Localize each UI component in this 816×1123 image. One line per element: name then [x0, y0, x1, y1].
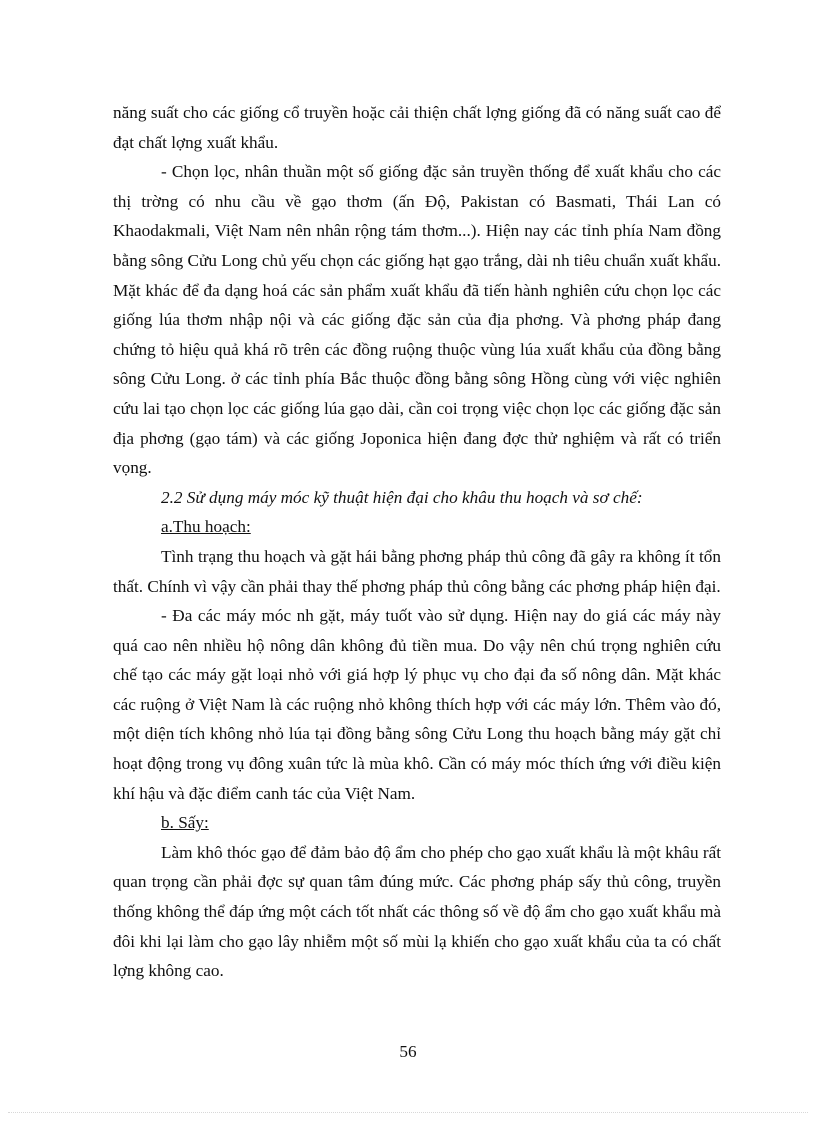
page-bottom-border	[8, 1112, 808, 1113]
paragraph-aromatic-varieties: - Chọn lọc, nhân thuần một số giống đặc sản truyền thống để xuất khẩu cho các thị trờng có nhu cầu về gạo thơm (ấn Độ, Pakistan có Basmati, Thái Lan có Khaodakmali, Việt Nam nên nhân rộng tám thơm...). Hiện nay các tỉnh phía Nam đồng bằng sông Cửu Long chủ yếu chọn các giống hạt gạo trắng, dài nh tiêu chuẩn xuất khẩu. Mặt khác để đa dạng hoá các sản phẩm xuất khẩu đã tiến hành nghiên cứu chọn lọc các giống lúa thơm nhập nội và các giống đặc sản của địa phơng. Và phơng pháp đang chứng tỏ hiệu quả khá rõ trên các đồng ruộng thuộc vùng lúa xuất khẩu của đồng bằng sông Cửu Long. ở các tỉnh phía Bắc thuộc đồng bằng sông Hồng cùng với việc nghiên cứu lai tạo chọn lọc các giống lúa gạo dài, cần coi trọng việc chọn lọc các giống đặc sản địa phơng (gạo tám) và các giống Joponica hiện đang đợc thử nghiệm và rất có triển vọng.	[113, 162, 721, 478]
paragraph-harvest-status: Tình trạng thu hoạch và gặt hái bằng phơng pháp thủ công đã gây ra không ít tổn thất. Chính vì vậy cần phải thay thế phơng pháp thủ công bằng các phơng pháp hiện đại.	[113, 546, 721, 596]
page-number: 56	[399, 1042, 417, 1061]
paragraph-machinery: - Đa các máy móc nh gặt, máy tuốt vào sử dụng. Hiện nay do giá các máy này quá cao nên nhiều hộ nông dân không đủ tiền mua. Do vậy nên chú trọng nghiên cứu chế tạo các máy gặt loại nhỏ với giá hợp lý phục vụ cho đại đa số nông dân. Mặt khác các ruộng ở Việt Nam là các ruộng nhỏ không thích hợp với các máy lớn. Thêm vào đó, một diện tích không nhỏ lúa tại đồng bằng sông Cửu Long thu hoạch bằng máy gặt chỉ hoạt động trong vụ đông xuân tức là mùa khô. Cần có máy móc thích ứng với điều kiện khí hậu và đặc điểm canh tác của Việt Nam.	[113, 606, 721, 803]
paragraph-drying: Làm khô thóc gạo để đảm bảo độ ẩm cho phép cho gạo xuất khẩu là một khâu rất quan trọng cần phải đợc sự quan tâm đúng mức. Các phơng pháp sấy thủ công, truyền thống không thể đáp ứng một cách tốt nhất các thông số về độ ẩm cho gạo xuất khẩu mà đôi khi lại làm cho gạo lây nhiễm một số mùi lạ khiến cho gạo xuất khẩu của ta có chất lợng không cao.	[113, 842, 721, 981]
paragraph-continuation: năng suất cho các giống cổ truyền hoặc cải thiện chất lợng giống đã có năng suất cao để đạt chất lợng xuất khẩu.	[113, 103, 721, 152]
document-body	[113, 98, 721, 986]
section-heading-2-2: 2.2 Sử dụng máy móc kỹ thuật hiện đại cho khâu thu hoạch và sơ chế:	[161, 487, 643, 507]
subheading-harvest: a.Thu hoạch:	[161, 517, 251, 537]
subheading-drying: b. Sấy:	[161, 813, 209, 833]
